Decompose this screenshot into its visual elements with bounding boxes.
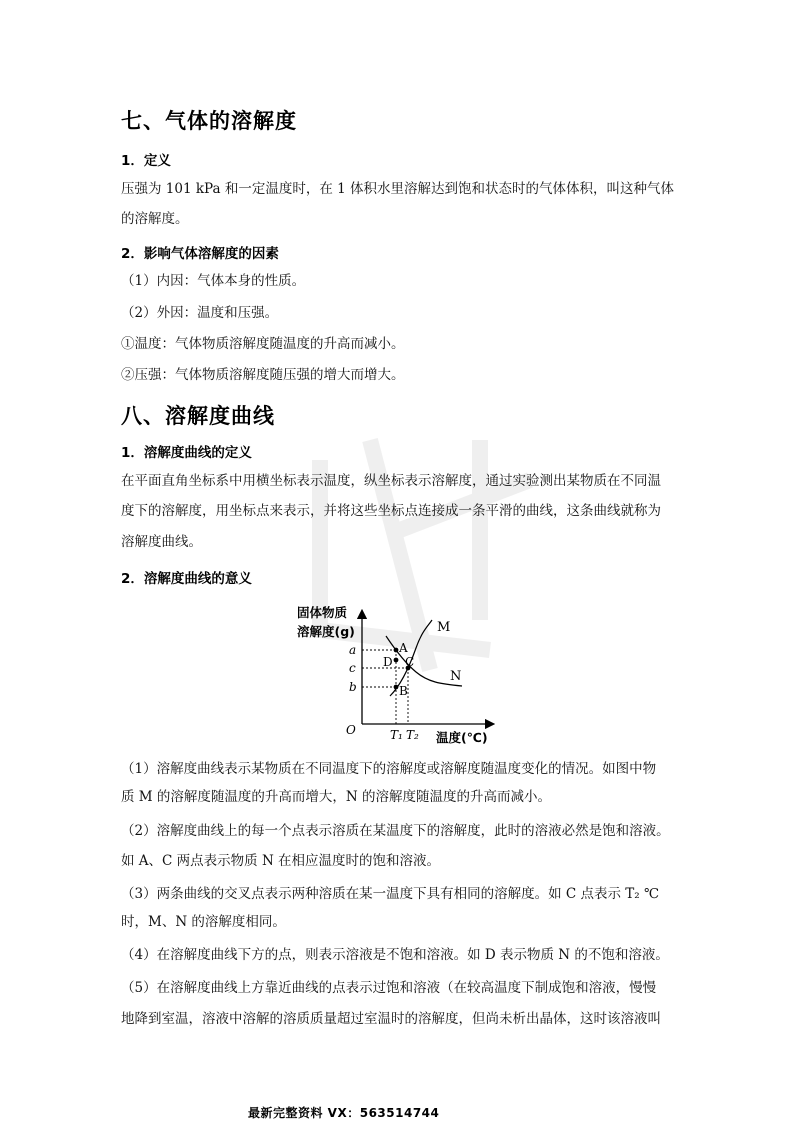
- tick-T2: T₂: [406, 728, 419, 742]
- point-A-label: A: [399, 641, 408, 655]
- section8-def-line3: 溶解度曲线。: [121, 534, 202, 550]
- section8-meaning-heading: 2．溶解度曲线的意义: [121, 571, 252, 587]
- section7-factors-heading: 2．影响气体溶解度的因素: [121, 246, 279, 262]
- section7-factor2: （2）外因：温度和压强。: [121, 305, 279, 321]
- point-B-dot: [394, 685, 399, 690]
- meaning-p1-line1: （1）溶解度曲线表示某物质在不同温度下的溶解度或溶解度随温度变化的情况。如图中物: [121, 761, 657, 777]
- solubility-curve-figure: [290, 600, 510, 750]
- meaning-p3-line1: （3）两条曲线的交叉点表示两种溶质在某一温度下具有相同的溶解度。如 C 点表示 T₂ ℃: [121, 886, 660, 902]
- meaning-p1-line2: 质 M 的溶解度随温度的升高而增大，N 的溶解度随温度的升高而减小。: [121, 789, 552, 805]
- section7-factor1: （1）内因：气体本身的性质。: [121, 273, 306, 289]
- section7-def-line1: 压强为 101 kPa 和一定温度时，在 1 体积水里溶解达到饱和状态时的气体体积，叫这种气体: [121, 181, 675, 197]
- point-A-dot: [394, 648, 399, 653]
- curve-M-label: M: [437, 620, 451, 635]
- meaning-p4-line1: （4）在溶解度曲线下方的点，则表示溶液是不饱和溶液。如 D 表示物质 N 的不饱和溶液。: [121, 947, 669, 963]
- section8-def-line1: 在平面直角坐标系中用横坐标表示温度，纵坐标表示溶解度，通过实验测出某物质在不同温: [121, 473, 661, 489]
- y-axis-label-line2: 溶解度(g): [297, 624, 355, 639]
- meaning-p5-line2: 地降到室温，溶液中溶解的溶质质量超过室温时的溶解度，但尚未析出晶体，这时该溶液叫: [121, 1011, 661, 1027]
- x-axis-label: 温度(℃): [436, 730, 488, 745]
- origin-label: O: [346, 723, 356, 737]
- section7-title: 七、气体的溶解度: [121, 109, 297, 133]
- meaning-p5-line1: （5）在溶解度曲线上方靠近曲线的点表示过饱和溶液（在较高温度下制成饱和溶液，慢慢: [121, 980, 657, 996]
- section7-def-heading: 1．定义: [121, 153, 171, 169]
- tick-c: c: [349, 661, 356, 675]
- section7-def-line2: 的溶解度。: [121, 211, 189, 227]
- footer-contact: 最新完整资料 VX：563514744: [248, 1106, 440, 1120]
- section8-def-line2: 度下的溶解度，用坐标点来表示，并将这些坐标点连接成一条平滑的曲线，这条曲线就称为: [121, 503, 661, 519]
- point-D-label: D: [383, 655, 393, 669]
- section8-title: 八、溶解度曲线: [121, 404, 275, 428]
- section7-factor4: ②压强：气体物质溶解度随压强的增大而增大。: [121, 367, 405, 383]
- meaning-p2-line1: （2）溶解度曲线上的每一个点表示溶质在某温度下的溶解度，此时的溶液必然是饱和溶液。: [121, 823, 670, 839]
- tick-T1: T₁: [390, 728, 403, 742]
- meaning-p2-line2: 如 A、C 两点表示物质 N 在相应温度时的饱和溶液。: [121, 853, 441, 869]
- curve-N-label: N: [450, 669, 462, 684]
- section7-factor3: ①温度：气体物质溶解度随温度的升高而减小。: [121, 336, 405, 352]
- tick-a: a: [349, 643, 357, 657]
- tick-b: b: [349, 680, 357, 694]
- point-B-label: B: [399, 684, 408, 698]
- section8-def-heading: 1．溶解度曲线的定义: [121, 445, 252, 461]
- meaning-p3-line2: 时，M、N 的溶解度相同。: [121, 914, 286, 930]
- point-C-label: C: [405, 655, 415, 669]
- point-D-dot: [394, 658, 399, 663]
- y-axis-label-line1: 固体物质: [297, 605, 348, 620]
